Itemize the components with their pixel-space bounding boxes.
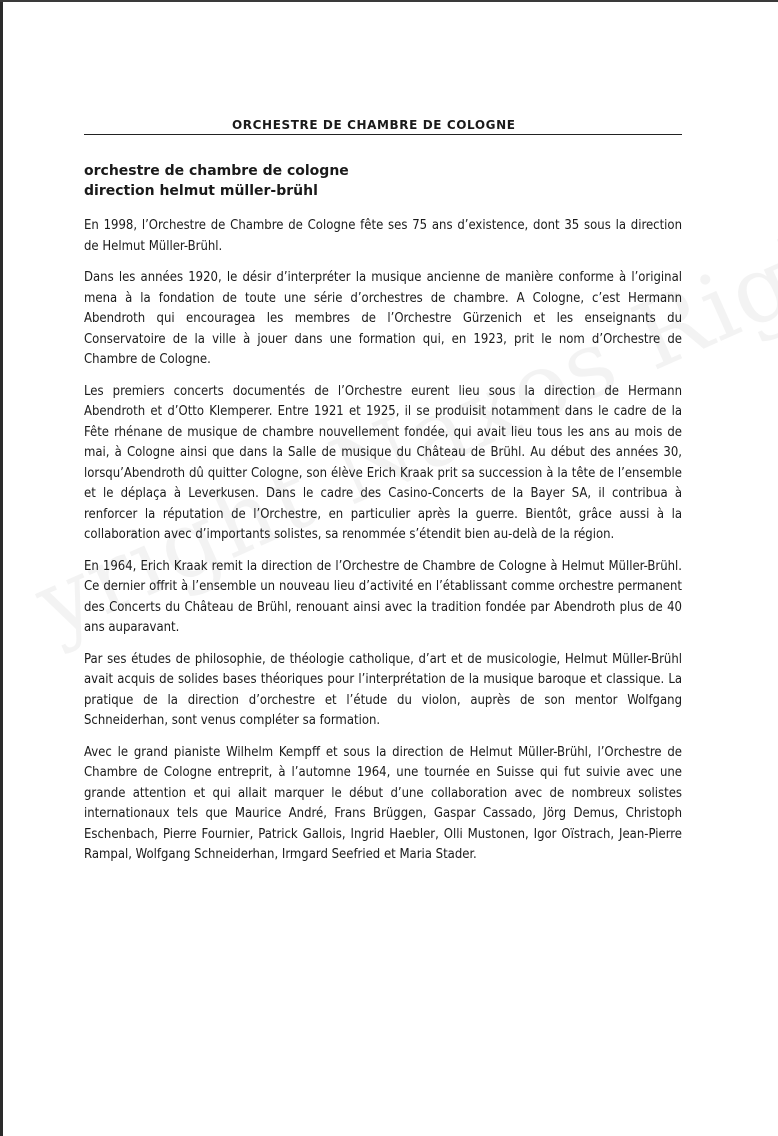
page-scan-edge — [0, 0, 3, 1136]
running-header: ORCHESTRE DE CHAMBRE DE COLOGNE — [232, 118, 516, 132]
page-scan-edge-top — [0, 0, 778, 2]
article-title — [84, 161, 684, 201]
title-ensemble: orchestre de chambre de cologne — [84, 163, 349, 179]
article-body — [84, 216, 682, 877]
title-conductor: direction helmut müller-brühl — [84, 183, 318, 199]
paragraph-founding: Dans les années 1920, le désir d’interpréter la musique ancienne de manière conforme à l’original mena à la fondation de toute une série d’orchestres de chambre. A Cologne, c’est Hermann Abendroth qui encouragea les membres de l’Orchestre Gürzenich et les enseignants du Conservatoire de la ville à jouer dans une formation qui, en 1923, prit le nom d’Orchestre de Chambre de Cologne. — [84, 270, 682, 367]
paragraph-early-concerts: Les premiers concerts documentés de l’Orchestre eurent lieu sous la direction de Hermann Abendroth et d’Otto Klemperer. Entre 1921 et 1925, il se produisit notamment dans le cadre de la Fête rhénane de musique de chambre nouvellement fondée, qui avait lieu tous les ans au mois de mai, à Cologne ainsi que dans la Salle de musique du Château de Brühl. Au début des années 30, lorsqu’Abendroth dû quitter Cologne, son élève Erich Kraak prit sa succession à la tête de l’ensemble et le déplaça à Leverkusen. Dans le cadre des Casino-Concerts de la Bayer SA, il contribua à renforcer la réputation de l’Orchestre, en particulier après la guerre. Bientôt, grâce aussi à la collaboration avec d’importants solistes, sa renommée s’étendit bien au-delà de la région. — [84, 383, 682, 542]
paragraph-anniversary: En 1998, l’Orchestre de Chambre de Cologne fête ses 75 ans d’existence, dont 35 sous la direction de Helmut Müller-Brühl. — [84, 218, 682, 254]
paragraph-training: Par ses études de philosophie, de théologie catholique, d’art et de musicologie, Helmut Müller-Brühl avait acquis de solides bases théoriques pour l’interprétation de la musique baroque et classique. La pratique de la direction d’orchestre et l’étude du violon, auprès de son mentor Wolfgang Schneiderhan, sont venus compléter sa formation. — [84, 651, 682, 728]
header-rule — [84, 134, 682, 135]
paragraph-soloists: Avec le grand pianiste Wilhelm Kempff et sous la direction de Helmut Müller-Brühl, l’Orchestre de Chambre de Cologne entreprit, à l’automne 1964, une tournée en Suisse qui fut suivie avec une grande attention et qui allait marquer le début d’une collaboration avec de nombreux solistes internationaux tels que Maurice André, Frans Brüggen, Gaspar Cassado, Jörg Demus, Christoph Eschenbach, Pierre Fournier, Patrick Gallois, Ingrid Haebler, Olli Mustonen, Igor Oïstrach, Jean-Pierre Rampal, Wolfgang Schneiderhan, Irmgard Seefried et Maria Stader. — [84, 744, 682, 862]
paragraph-1964-handover: En 1964, Erich Kraak remit la direction de l’Orchestre de Chambre de Cologne à Helmut Müller-Brühl. Ce dernier offrit à l’ensemble un nouveau lieu d’activité en l’établissant comme orchestre permanent des Concerts du Château de Brühl, renouant ainsi avec la tradition fondée par Abendroth plus de 40 ans auparavant. — [84, 558, 682, 635]
